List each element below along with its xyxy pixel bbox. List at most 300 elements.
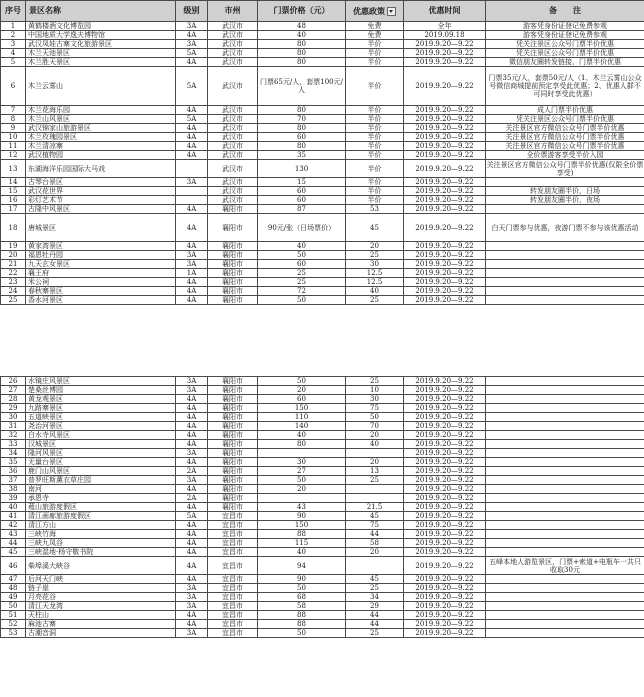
cell-index: 46 [1, 557, 26, 575]
cell-discount-policy: 58 [346, 539, 404, 548]
cell-ticket-price: 20 [258, 485, 346, 494]
cell-discount-policy: 25 [346, 377, 404, 386]
cell-scenic-name: 武汉锦家山旅游景区 [26, 124, 176, 133]
cell-discount-time: 2019.9.20—9.22 [404, 521, 486, 530]
cell-discount-time: 全年 [404, 22, 486, 31]
cell-discount-time: 2019.9.20—9.22 [404, 386, 486, 395]
cell-discount-policy: 21.5 [346, 503, 404, 512]
cell-remarks: 凭关注景区公众号门票半价优惠 [486, 115, 644, 124]
cell-index: 16 [1, 196, 26, 205]
cell-discount-time: 2019.9.20—9.22 [404, 467, 486, 476]
cell-index: 13 [1, 160, 26, 178]
cell-city: 宜昌市 [208, 521, 258, 530]
table-row [1, 187, 644, 196]
cell-remarks [486, 260, 644, 269]
cell-discount-policy: 45 [346, 512, 404, 521]
table-row [1, 67, 644, 106]
table-row [1, 269, 644, 278]
cell-level [176, 196, 208, 205]
cell-ticket-price: 25 [258, 269, 346, 278]
cell-scenic-name: 五道峡景区 [26, 413, 176, 422]
cell-scenic-name: 三峡湿地·杨守敬书院 [26, 548, 176, 557]
cell-discount-policy: 半价 [346, 40, 404, 49]
cell-city: 襄阳市 [208, 278, 258, 287]
cell-level [176, 160, 208, 178]
cell-index: 12 [1, 151, 26, 160]
cell-ticket-price: 110 [258, 413, 346, 422]
cell-scenic-name: 春秋寨景区 [26, 287, 176, 296]
cell-level: 4A [176, 485, 208, 494]
cell-index: 39 [1, 494, 26, 503]
cell-scenic-name: 中国地质大学逸夫博物馆 [26, 31, 176, 40]
cell-discount-time: 2019.9.20—9.22 [404, 512, 486, 521]
table-row [1, 160, 644, 178]
cell-scenic-name: 普罗旺斯薰衣草庄园 [26, 476, 176, 485]
cell-ticket-price: 72 [258, 287, 346, 296]
table-row [1, 31, 644, 40]
cell-level: 4A [176, 395, 208, 404]
cell-scenic-name: 薤山旅游度假区 [26, 503, 176, 512]
cell-discount-policy: 50 [346, 413, 404, 422]
cell-level: 4A [176, 31, 208, 40]
cell-discount-policy: 45 [346, 214, 404, 242]
cell-remarks [486, 395, 644, 404]
cell-discount-time: 2019.9.20—9.22 [404, 124, 486, 133]
cell-remarks: 五峰本地人游览景区，门票+索道+电瓶车一共只收取30元 [486, 557, 644, 575]
cell-ticket-price [258, 449, 346, 458]
cell-ticket-price: 88 [258, 620, 346, 629]
cell-ticket-price: 60 [258, 187, 346, 196]
cell-discount-policy [346, 557, 404, 575]
table-body-bottom [1, 377, 644, 638]
cell-city: 武汉市 [208, 160, 258, 178]
cell-remarks [486, 602, 644, 611]
cell-city: 武汉市 [208, 133, 258, 142]
cell-ticket-price: 60 [258, 260, 346, 269]
header-discount-policy[interactable] [346, 1, 404, 22]
cell-ticket-price: 150 [258, 404, 346, 413]
cell-remarks: 全价票游客享受半价入园 [486, 151, 644, 160]
cell-discount-time: 2019.9.20—9.22 [404, 115, 486, 124]
cell-remarks [486, 278, 644, 287]
cell-discount-policy: 45 [346, 575, 404, 584]
bottom-table-section [0, 376, 644, 638]
cell-scenic-name: 木兰花海乐园 [26, 106, 176, 115]
cell-ticket-price: 50 [258, 251, 346, 260]
cell-level: 3A [176, 40, 208, 49]
header-city: 市州 [208, 1, 258, 22]
cell-discount-policy: 半价 [346, 160, 404, 178]
table-row [1, 458, 644, 467]
table-row [1, 512, 644, 521]
cell-index: 29 [1, 404, 26, 413]
cell-ticket-price: 90 [258, 512, 346, 521]
cell-scenic-name: 天柱山 [26, 611, 176, 620]
table-row [1, 476, 644, 485]
cell-level: 3A [176, 584, 208, 593]
cell-index: 50 [1, 602, 26, 611]
cell-level: 4A [176, 611, 208, 620]
table-row [1, 115, 644, 124]
cell-level [176, 187, 208, 196]
cell-index: 34 [1, 449, 26, 458]
cell-level: 3A [176, 377, 208, 386]
cell-level: 4A [176, 503, 208, 512]
cell-city: 襄阳市 [208, 251, 258, 260]
cell-scenic-name: 武汉花世界 [26, 187, 176, 196]
cell-city: 武汉市 [208, 142, 258, 151]
cell-remarks: 凭关注景区公众号门票半价优惠 [486, 40, 644, 49]
cell-ticket-price: 15 [258, 178, 346, 187]
cell-level: 2A [176, 494, 208, 503]
cell-city: 武汉市 [208, 178, 258, 187]
cell-discount-policy: 25 [346, 476, 404, 485]
cell-ticket-price: 60 [258, 395, 346, 404]
cell-index: 51 [1, 611, 26, 620]
cell-level: 5A [176, 67, 208, 106]
cell-level: 5A [176, 115, 208, 124]
cell-scenic-name: 黄家湾景区 [26, 242, 176, 251]
cell-discount-policy: 44 [346, 611, 404, 620]
table-row [1, 431, 644, 440]
cell-discount-time: 2019.9.20—9.22 [404, 620, 486, 629]
cell-level: 5A [176, 512, 208, 521]
cell-discount-time: 2019.9.20—9.22 [404, 422, 486, 431]
cell-discount-policy: 12.5 [346, 269, 404, 278]
cell-scenic-name: 南河 [26, 485, 176, 494]
cell-ticket-price [258, 494, 346, 503]
cell-scenic-name: 清江方山 [26, 521, 176, 530]
cell-remarks: 关注景区官方微信公众号门票半价优惠 [486, 142, 644, 151]
table-row [1, 133, 644, 142]
cell-level: 4A [176, 422, 208, 431]
cell-remarks [486, 593, 644, 602]
cell-remarks [486, 269, 644, 278]
cell-remarks: 白天门票参与优惠，夜游门票不参与该优惠活动 [486, 214, 644, 242]
cell-ticket-price: 94 [258, 557, 346, 575]
cell-city: 武汉市 [208, 124, 258, 133]
cell-index: 32 [1, 431, 26, 440]
cell-index: 5 [1, 58, 26, 67]
cell-level: 4A [176, 539, 208, 548]
cell-index: 18 [1, 214, 26, 242]
cell-discount-time: 2019.9.20—9.22 [404, 40, 486, 49]
table-row [1, 485, 644, 494]
cell-level: 4A [176, 458, 208, 467]
cell-city: 武汉市 [208, 151, 258, 160]
cell-discount-time: 2019.9.20—9.22 [404, 449, 486, 458]
cell-scenic-name: 无量台景区 [26, 458, 176, 467]
cell-remarks [486, 494, 644, 503]
cell-remarks: 凭关注景区公众号门票半价优惠 [486, 49, 644, 58]
cell-level: 4A [176, 287, 208, 296]
header-scenic-name: 景区名称 [26, 1, 176, 22]
cell-discount-time: 2019.9.20—9.22 [404, 287, 486, 296]
cell-level: 4A [176, 530, 208, 539]
cell-remarks: 关注景区官方微信公众号门票半价优惠 [486, 124, 644, 133]
cell-city: 武汉市 [208, 31, 258, 40]
table-row [1, 106, 644, 115]
cell-discount-policy: 53 [346, 205, 404, 214]
cell-discount-policy: 半价 [346, 49, 404, 58]
cell-discount-policy: 70 [346, 422, 404, 431]
cell-index: 26 [1, 377, 26, 386]
cell-discount-time: 2019.9.20—9.22 [404, 584, 486, 593]
table-row [1, 467, 644, 476]
cell-index: 41 [1, 512, 26, 521]
cell-discount-time: 2019.9.20—9.22 [404, 431, 486, 440]
cell-index: 14 [1, 178, 26, 187]
cell-discount-policy [346, 449, 404, 458]
table-row [1, 584, 644, 593]
cell-index: 36 [1, 467, 26, 476]
header-ticket-price: 门票价格（元） [258, 1, 346, 22]
cell-index: 40 [1, 503, 26, 512]
cell-ticket-price: 50 [258, 476, 346, 485]
cell-scenic-name: 柴埠溪大峡谷 [26, 557, 176, 575]
cell-ticket-price: 80 [258, 106, 346, 115]
cell-city: 宜昌市 [208, 584, 258, 593]
cell-city: 襄阳市 [208, 214, 258, 242]
cell-level: 3A [176, 476, 208, 485]
table-row [1, 539, 644, 548]
cell-scenic-name: 汉城景区 [26, 440, 176, 449]
cell-index: 6 [1, 67, 26, 106]
cell-remarks [486, 178, 644, 187]
cell-discount-policy: 75 [346, 521, 404, 530]
cell-city: 宜昌市 [208, 602, 258, 611]
cell-discount-policy: 13 [346, 467, 404, 476]
cell-level: 4A [176, 106, 208, 115]
cell-discount-time: 2019.9.20—9.22 [404, 530, 486, 539]
cell-ticket-price: 70 [258, 115, 346, 124]
cell-discount-policy: 半价 [346, 115, 404, 124]
cell-ticket-price: 80 [258, 124, 346, 133]
cell-discount-time: 2019.9.20—9.22 [404, 251, 486, 260]
cell-remarks [486, 548, 644, 557]
cell-ticket-price: 60 [258, 133, 346, 142]
table-row [1, 548, 644, 557]
cell-index: 53 [1, 629, 26, 638]
cell-index: 7 [1, 106, 26, 115]
cell-ticket-price: 50 [258, 377, 346, 386]
cell-index: 15 [1, 187, 26, 196]
cell-discount-time: 2019.9.20—9.22 [404, 67, 486, 106]
cell-discount-policy: 25 [346, 584, 404, 593]
table-row [1, 440, 644, 449]
cell-index: 23 [1, 278, 26, 287]
cell-discount-time: 2019.9.20—9.22 [404, 539, 486, 548]
cell-remarks [486, 449, 644, 458]
cell-remarks: 微信朋友圈转发链接，门票半价优惠 [486, 58, 644, 67]
cell-remarks [486, 242, 644, 251]
cell-city: 襄阳市 [208, 458, 258, 467]
header-index: 序号 [1, 1, 26, 22]
cell-city: 襄阳市 [208, 494, 258, 503]
table-row [1, 151, 644, 160]
cell-remarks [486, 620, 644, 629]
cell-discount-policy: 25 [346, 251, 404, 260]
cell-discount-time: 2019.9.20—9.22 [404, 296, 486, 305]
cell-discount-policy: 半价 [346, 196, 404, 205]
cell-index: 37 [1, 476, 26, 485]
dropdown-filter-icon[interactable] [387, 7, 396, 16]
cell-scenic-name: 福恩牡丹园 [26, 251, 176, 260]
cell-discount-policy: 免费 [346, 31, 404, 40]
table-body-top [1, 22, 644, 305]
cell-level: 3A [176, 593, 208, 602]
cell-ticket-price: 87 [258, 205, 346, 214]
cell-remarks [486, 485, 644, 494]
cell-discount-time: 2019.9.20—9.22 [404, 260, 486, 269]
cell-ticket-price: 60 [258, 196, 346, 205]
cell-city: 襄阳市 [208, 205, 258, 214]
cell-scenic-name: 木兰天池景区 [26, 49, 176, 58]
cell-ticket-price: 50 [258, 296, 346, 305]
cell-ticket-price: 140 [258, 422, 346, 431]
table-row [1, 377, 644, 386]
cell-discount-policy: 20 [346, 548, 404, 557]
cell-remarks [486, 458, 644, 467]
cell-ticket-price: 门票65元/人，套票100元/人 [258, 67, 346, 106]
cell-index: 33 [1, 440, 26, 449]
cell-discount-time: 2019.9.20—9.22 [404, 106, 486, 115]
cell-level: 4A [176, 278, 208, 287]
cell-ticket-price: 88 [258, 611, 346, 620]
cell-discount-time: 2019.9.20—9.22 [404, 602, 486, 611]
cell-level: 4A [176, 413, 208, 422]
cell-city: 武汉市 [208, 187, 258, 196]
cell-remarks [486, 422, 644, 431]
cell-city: 襄阳市 [208, 287, 258, 296]
cell-remarks: 转发朋友圈半价，夜场 [486, 196, 644, 205]
cell-index: 22 [1, 269, 26, 278]
cell-index: 44 [1, 539, 26, 548]
cell-city: 武汉市 [208, 106, 258, 115]
table-row [1, 49, 644, 58]
header-discount-time: 优惠时间 [404, 1, 486, 22]
cell-level: 4A [176, 124, 208, 133]
cell-scenic-name: 彩灯艺术节 [26, 196, 176, 205]
table-row [1, 214, 644, 242]
cell-discount-time: 2019.9.20—9.22 [404, 494, 486, 503]
cell-discount-time: 2019.9.20—9.22 [404, 160, 486, 178]
table-row [1, 287, 644, 296]
cell-scenic-name: 襄王府 [26, 269, 176, 278]
table-row [1, 521, 644, 530]
cell-remarks: 关注景区官方微信公众号门票半价优惠 [486, 133, 644, 142]
cell-city: 襄阳市 [208, 377, 258, 386]
top-table-section [0, 0, 644, 305]
cell-scenic-name: 楚桑丝博园 [26, 386, 176, 395]
cell-remarks [486, 296, 644, 305]
cell-ticket-price: 48 [258, 22, 346, 31]
cell-ticket-price: 40 [258, 431, 346, 440]
cell-ticket-price: 40 [258, 242, 346, 251]
cell-discount-time: 2019.9.20—9.22 [404, 440, 486, 449]
cell-city: 武汉市 [208, 40, 258, 49]
cell-city: 襄阳市 [208, 404, 258, 413]
cell-discount-time: 2019.9.20—9.22 [404, 395, 486, 404]
cell-scenic-name: 白水寺风景区 [26, 431, 176, 440]
cell-discount-policy: 10 [346, 386, 404, 395]
cell-city: 襄阳市 [208, 440, 258, 449]
cell-city: 武汉市 [208, 58, 258, 67]
cell-city: 襄阳市 [208, 242, 258, 251]
cell-level: 4A [176, 521, 208, 530]
cell-remarks [486, 584, 644, 593]
cell-ticket-price: 35 [258, 151, 346, 160]
cell-discount-time: 2019.9.20—9.22 [404, 214, 486, 242]
cell-city: 宜昌市 [208, 512, 258, 521]
cell-city: 武汉市 [208, 22, 258, 31]
cell-level: 4A [176, 205, 208, 214]
table-row [1, 629, 644, 638]
cell-discount-time: 2019.9.20—9.22 [404, 503, 486, 512]
cell-remarks [486, 377, 644, 386]
header-remarks: 备 注 [486, 1, 644, 22]
cell-discount-policy: 44 [346, 530, 404, 539]
cell-ticket-price: 27 [258, 467, 346, 476]
table-row [1, 260, 644, 269]
cell-level: 3A [176, 251, 208, 260]
cell-level: 4A [176, 404, 208, 413]
cell-city: 武汉市 [208, 196, 258, 205]
cell-index: 43 [1, 530, 26, 539]
cell-scenic-name: 木兰山风景区 [26, 115, 176, 124]
cell-city: 宜昌市 [208, 575, 258, 584]
cell-remarks [486, 503, 644, 512]
cell-index: 30 [1, 413, 26, 422]
cell-index: 4 [1, 49, 26, 58]
cell-index: 48 [1, 584, 26, 593]
cell-level: 1A [176, 269, 208, 278]
cell-level: 3A [176, 629, 208, 638]
cell-discount-policy: 40 [346, 287, 404, 296]
cell-ticket-price: 80 [258, 49, 346, 58]
cell-discount-policy: 30 [346, 395, 404, 404]
cell-remarks [486, 386, 644, 395]
cell-scenic-name: 古琴台景区 [26, 178, 176, 187]
cell-ticket-price: 58 [258, 602, 346, 611]
cell-discount-time: 2019.9.20—9.22 [404, 404, 486, 413]
cell-index: 20 [1, 251, 26, 260]
cell-remarks [486, 251, 644, 260]
cell-discount-time: 2019.9.20—9.22 [404, 575, 486, 584]
cell-ticket-price: 88 [258, 530, 346, 539]
cell-index: 9 [1, 124, 26, 133]
cell-scenic-name: 麻池古寨 [26, 620, 176, 629]
cell-city: 宜昌市 [208, 593, 258, 602]
cell-level: 3A [176, 602, 208, 611]
header-discount-label: 优惠政策 [353, 6, 385, 16]
cell-level: 4A [176, 575, 208, 584]
cell-scenic-name: 九天玄女景区 [26, 260, 176, 269]
cell-index: 25 [1, 296, 26, 305]
table-row [1, 58, 644, 67]
cell-remarks [486, 539, 644, 548]
cell-level: 3A [176, 178, 208, 187]
cell-remarks: 门票35元/人，套票50元/人（1、木兰云雾山公众号微信商城提前预定享受此优惠；2、优惠人群不可同时享受此优惠） [486, 67, 644, 106]
cell-scenic-name: 米公祠 [26, 278, 176, 287]
cell-city: 襄阳市 [208, 485, 258, 494]
cell-level: 4A [176, 133, 208, 142]
cell-scenic-name: 黄龙观景区 [26, 395, 176, 404]
cell-remarks: 成人门票半价优惠 [486, 106, 644, 115]
table-row [1, 413, 644, 422]
cell-scenic-name: 武汉植物园 [26, 151, 176, 160]
cell-discount-time: 2019.9.20—9.22 [404, 611, 486, 620]
